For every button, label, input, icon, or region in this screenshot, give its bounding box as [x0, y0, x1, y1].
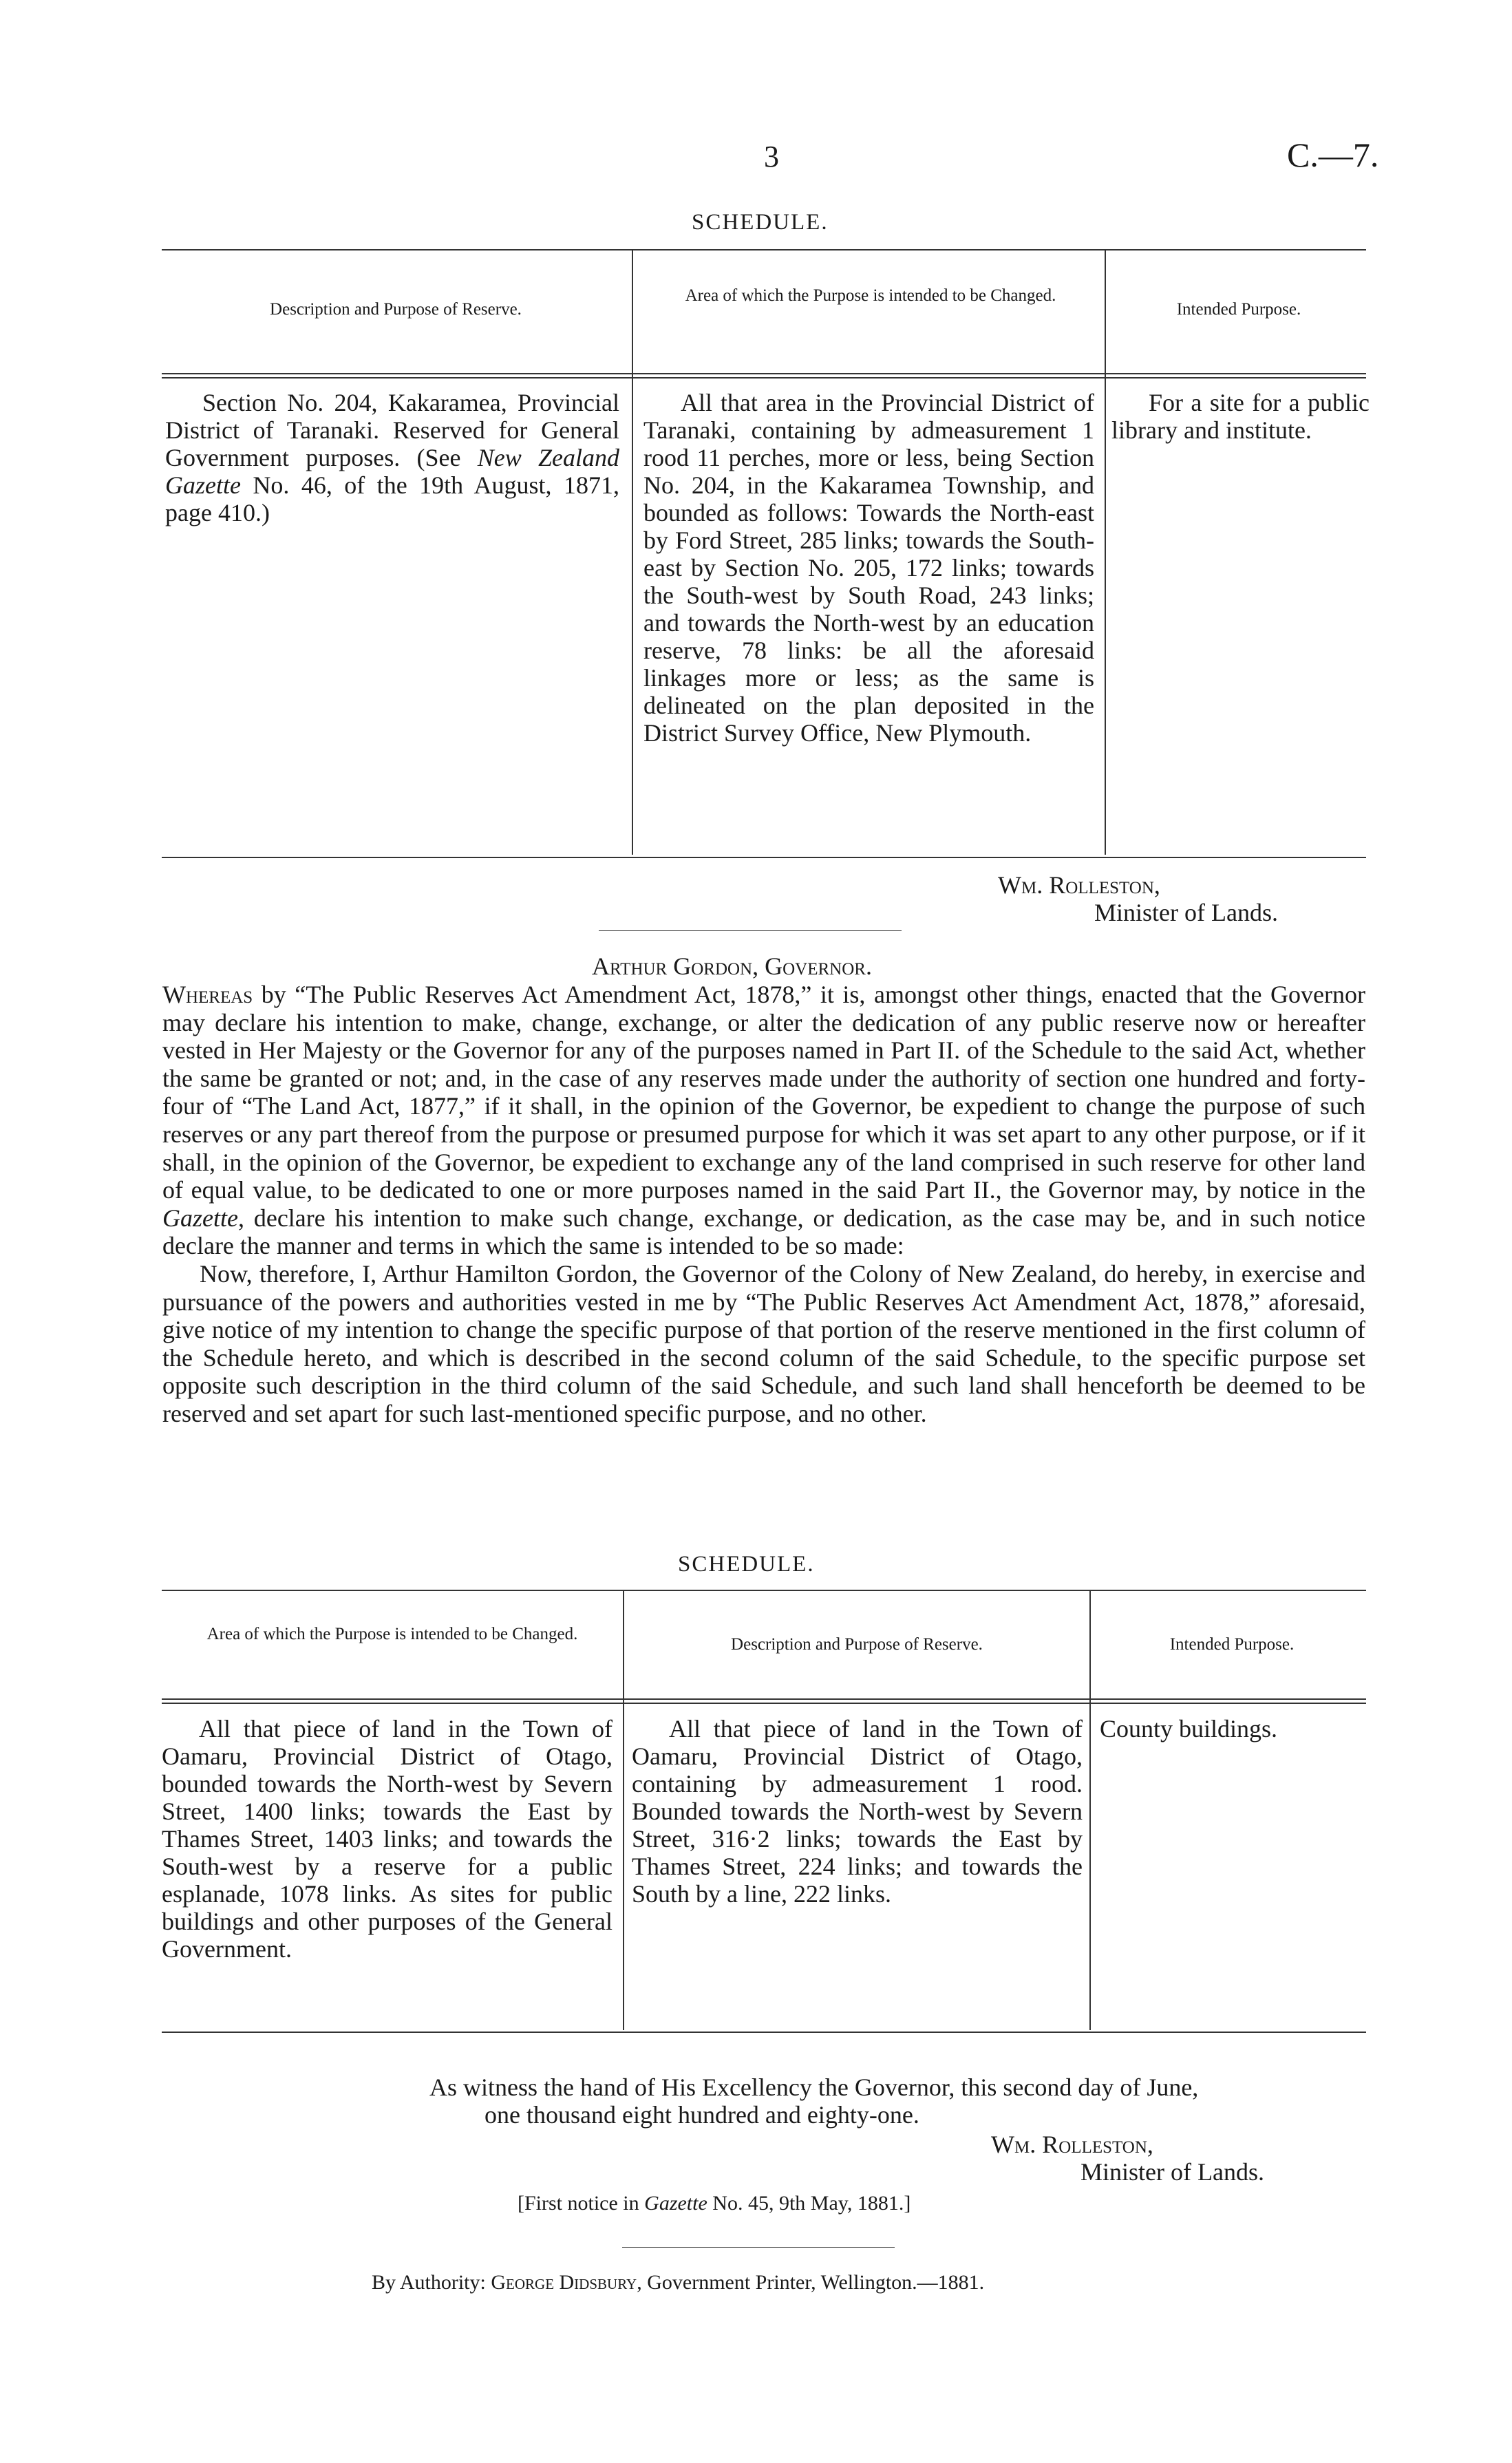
column-header-description: Description and Purpose of Reserve. [731, 1635, 983, 1654]
table-top-rule [162, 1590, 1366, 1591]
table-top-rule [162, 249, 1366, 250]
witness-line-2: one thousand eight hundred and eighty-one. [485, 2101, 919, 2129]
table-header-rule-double [162, 377, 1366, 378]
column-header-description: Description and Purpose of Reserve. [270, 300, 522, 319]
column-header-area: Area of which the Purpose is intended to be Changed. [685, 286, 1056, 305]
document-reference: C.—7. [1287, 136, 1379, 174]
schedule-cell-description: Section No. 204, Kakaramea, Provincial District of Taranaki. Reserved for General Government purposes. (See New Zealand Gazette No. 46, of the 19th August, 1871, page 410.) [165, 389, 619, 526]
first-notice: [First notice in Gazette No. 45, 9th May, 1881.] [518, 2192, 911, 2215]
signatory-name: Wm. Rolleston, [991, 2131, 1153, 2158]
witness-line-1: As witness the hand of His Excellency the Governor, this second day of June, [429, 2073, 1199, 2101]
printer-imprint: By Authority: George Didsbury, Government Printer, Wellington.—1881. [372, 2271, 985, 2294]
column-header-area: Area of which the Purpose is intended to be Changed. [206, 1625, 578, 1643]
column-divider [623, 1590, 624, 2030]
table-header-rule-double [162, 1703, 1366, 1704]
signatory-name: Wm. Rolleston, [998, 871, 1160, 899]
signatory-title: Minister of Lands. [1080, 2158, 1264, 2186]
column-divider [632, 249, 633, 855]
table-bottom-rule [162, 2032, 1366, 2033]
schedule-cell-purpose: County buildings. [1100, 1715, 1278, 1742]
schedule-cell-area: All that area in the Provincial District of Taranaki, containing by admeasurement 1 rood 11 perches, more or less, being Section No. 204, in the Kakaramea Township, and bounded as follows: Towards the North-east by Ford Street, 285 links; towards the South-east by Section No. 205, 172 links; towards the South-west by South Road, 243 links; and towards the North-west by an education reserve, 78 links: be all the aforesaid linkages more or less; as the same is delineated on the plan deposited in the District Survey Office, New Plymouth. [643, 389, 1094, 747]
schedule-heading: SCHEDULE. [678, 1552, 815, 1577]
footer-divider [622, 2247, 895, 2248]
section-divider [599, 930, 902, 931]
schedule-cell-area: All that piece of land in the Town of Oamaru, Provincial District of Otago, bounded towards the North-west by Severn Street, 1400 links; towards the East by Thames Street, 1403 links; and towards the South-west by a reserve for a public esplanade, 1078 links. As sites for public buildings and other purposes of the General Government. [162, 1715, 613, 1963]
column-header-purpose: Intended Purpose. [1176, 300, 1301, 319]
column-divider [1089, 1590, 1091, 2030]
now-therefore-paragraph: Now, therefore, I, Arthur Hamilton Gordon, the Governor of the Colony of New Zealand, do hereby, in exercise and pursuance of the powers and authorities vested in me by “The Public Reserves Act Amendment Act, 1878,” aforesaid, give notice of my intention to change the specific purpose of that portion of the reserve mentioned in the first column of the Schedule hereto, and which is described in the second column of the said Schedule, to the specific purpose set opposite such description in the third column of the said Schedule, and such land shall henceforth be deemed to be reserved and set apart for such last-mentioned specific purpose, and no other. [162, 1259, 1365, 1427]
proclamation-text [162, 981, 1365, 1428]
table-bottom-rule [162, 857, 1366, 858]
schedule-cell-description: All that piece of land in the Town of Oamaru, Provincial District of Otago, containing by admeasurement 1 rood. Bounded towards the North-west by Severn Street, 316·2 links; towards the East by Thames Street, 224 links; and towards the South by a line, 222 links. [632, 1715, 1083, 1908]
page-number: 3 [764, 140, 779, 173]
signatory-title: Minister of Lands. [1094, 899, 1278, 926]
schedule-heading: SCHEDULE. [692, 210, 829, 235]
column-header-purpose: Intended Purpose. [1169, 1635, 1295, 1654]
schedule-cell-purpose: For a site for a public library and institute. [1111, 389, 1370, 444]
column-divider [1105, 249, 1106, 855]
whereas-paragraph: Whereas by “The Public Reserves Act Amendment Act, 1878,” it is, amongst other things, enacted that the Governor may declare his intention to make, change, exchange, or alter the dedication of any public reserve now or hereafter vested in Her Majesty or the Governor for any of the purposes named in Part II. of the Schedule to the said Act, whether the same be granted or not; and, in the case of any reserves made under the authority of section one hundred and forty-four of “The Land Act, 1877,” if it shall, in the opinion of the Governor, be expedient to change the purpose of such reserves or any part thereof from the purpose or presumed purpose for which it was set apart to any other purpose, or if it shall, in the opinion of the Governor, be expedient to exchange any of the land comprised in such reserve for other land of equal value, to be dedicated to one or more purposes named in the said Part II., the Governor may, by notice in the Gazette, declare his intention to make such change, exchange, or dedication, as the case may be, and in such notice declare the manner and terms in which the same is intended to be so made: [162, 981, 1365, 1260]
table-header-rule [162, 1698, 1366, 1700]
table-header-rule [162, 373, 1366, 374]
governor-line: Arthur Gordon, Governor. [592, 952, 872, 980]
